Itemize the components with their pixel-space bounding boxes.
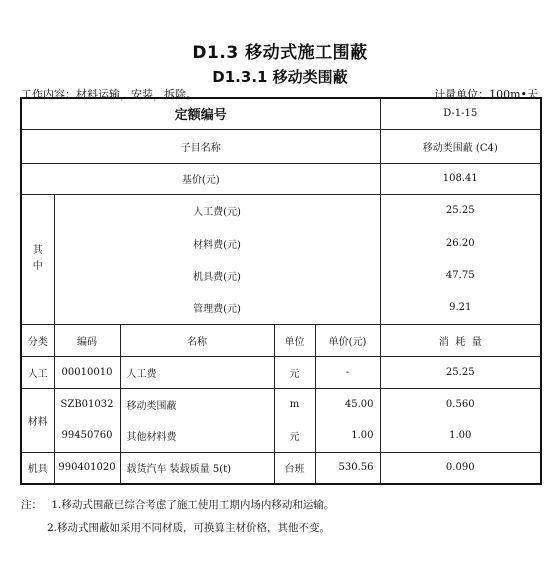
notes-prefix: 注： — [21, 499, 42, 511]
labor-unit: 元 — [274, 356, 315, 388]
table-row — [21, 420, 541, 452]
work-content: 工作内容：材料运输，安装，拆除。 — [21, 88, 197, 101]
material-code: 99450760 — [54, 420, 120, 452]
material-name: 其他材料费 — [120, 420, 274, 452]
cost-row — [21, 259, 541, 292]
machinery-name: 载货汽车 装载质量 5(t) — [120, 452, 274, 484]
material-consumption: 0.560 — [380, 388, 541, 420]
management-cost-value: 9.21 — [380, 292, 541, 324]
of-which-text: 其中 — [32, 245, 43, 272]
of-which-label — [21, 194, 54, 324]
item-name-label: 子目名称 — [21, 129, 380, 163]
labor-unit-price: - — [315, 356, 380, 388]
table-row — [21, 356, 541, 388]
material-category: 材料 — [21, 388, 54, 452]
table-row — [21, 388, 541, 420]
cost-row — [21, 194, 541, 227]
machinery-cost-label: 机具费(元) — [54, 259, 380, 292]
item-name-value: 移动类围蔽 (C4) — [380, 129, 541, 163]
material-cost-value: 26.20 — [380, 227, 541, 259]
material-name: 移动类围蔽 — [120, 388, 274, 420]
col-header-consumption: 消 耗 量 — [380, 324, 541, 356]
material-unit-price: 45.00 — [315, 388, 380, 420]
item-name-row — [21, 129, 541, 163]
labor-category: 人工 — [21, 356, 54, 388]
base-price-row — [21, 163, 541, 194]
col-header-name: 名称 — [120, 324, 274, 356]
column-header-row — [21, 324, 541, 356]
quota-code-value: D-1-15 — [380, 98, 541, 129]
note-item: 1.移动式围蔽已综合考虑了施工使用工期内场内移动和运输。 — [51, 499, 335, 511]
base-price-value: 108.41 — [380, 163, 541, 194]
measurement-unit: 计量单位：100m•天 — [434, 88, 538, 101]
note-line — [21, 497, 334, 512]
material-unit: m — [274, 388, 315, 420]
material-cost-label: 材料费(元) — [54, 227, 380, 259]
labor-cost-value: 25.25 — [380, 194, 541, 227]
section-subtitle: D1.3.1 移动类围蔽 — [212, 68, 348, 86]
note-line — [47, 520, 330, 535]
labor-name: 人工费 — [120, 356, 274, 388]
machinery-category: 机具 — [21, 452, 54, 484]
note-item: 2.移动式围蔽如采用不同材质，可换算主材价格，其他不变。 — [47, 522, 331, 534]
quota-table — [20, 97, 542, 485]
labor-code: 00010010 — [54, 356, 120, 388]
machinery-code: 990401020 — [54, 452, 120, 484]
machinery-unit: 台班 — [274, 452, 315, 484]
cost-row — [21, 292, 541, 324]
material-consumption: 1.00 — [380, 420, 541, 452]
labor-cost-label: 人工费(元) — [54, 194, 380, 227]
management-cost-label: 管理费(元) — [54, 292, 380, 324]
machinery-cost-value: 47.75 — [380, 259, 541, 292]
col-header-unit-price: 单价(元) — [315, 324, 380, 356]
col-header-code: 编码 — [54, 324, 120, 356]
quota-code-row — [21, 98, 541, 129]
table-row — [21, 452, 541, 484]
quota-code-label: 定额编号 — [21, 98, 380, 129]
page-title: D1.3 移动式施工围蔽 — [192, 43, 368, 63]
material-unit: 元 — [274, 420, 315, 452]
material-code: SZB01032 — [54, 388, 120, 420]
base-price-label: 基价(元) — [21, 163, 380, 194]
cost-row — [21, 227, 541, 259]
machinery-unit-price: 530.56 — [315, 452, 380, 484]
col-header-unit: 单位 — [274, 324, 315, 356]
material-unit-price: 1.00 — [315, 420, 380, 452]
machinery-consumption: 0.090 — [380, 452, 541, 484]
col-header-category: 分类 — [21, 324, 54, 356]
labor-consumption: 25.25 — [380, 356, 541, 388]
